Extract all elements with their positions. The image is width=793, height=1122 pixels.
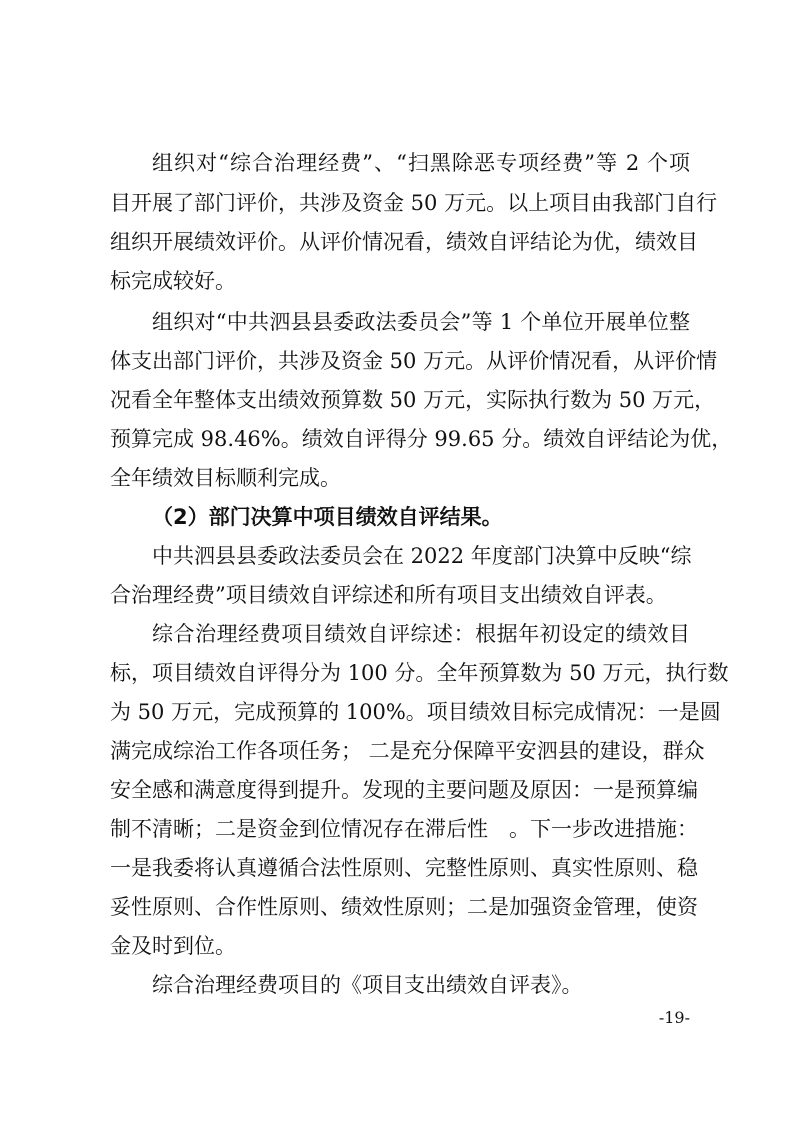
text-line: 满完成综治工作各项任务； 二是充分保障平安泗县的建设，群众 — [110, 739, 705, 763]
text-line: 标完成较好。 — [110, 269, 236, 293]
text-line: 组织对“综合治理经费”、“扫黑除恶专项经费”等 2 个项 — [152, 151, 690, 175]
text-line: 组织开展绩效评价。从评价情况看，绩效自评结论为优，绩效目 — [110, 230, 698, 254]
text-line: 制不清晰；二是资金到位情况存在滞后性 。下一步改进措施： — [110, 817, 698, 841]
text-line: 安全感和满意度得到提升。发现的主要问题及原因：一是预算编 — [110, 778, 698, 802]
text-line: 为 50 万元，完成预算的 100%。项目绩效目标完成情况：一是圆 — [110, 700, 721, 724]
text-line: 目开展了部门评价，共涉及资金 50 万元。以上项目由我部门自行 — [110, 191, 718, 215]
text-line: 况看全年整体支出绩效预算数 50 万元，实际执行数为 50 万元， — [110, 388, 716, 412]
text-line: 综合治理经费项目绩效自评综述：根据年初设定的绩效目 — [152, 622, 690, 646]
text-line: 体支出部门评价，共涉及资金 50 万元。从评价情况看，从评价情 — [110, 349, 718, 373]
text-line: 全年绩效目标顺利完成。 — [110, 466, 341, 490]
text-line: 标，项目绩效自评得分为 100 分。全年预算数为 50 万元，执行数 — [110, 661, 729, 685]
page-number: -19- — [658, 1008, 690, 1027]
text-line: 一是我委将认真遵循合法性原则、完整性原则、真实性原则、稳 — [110, 856, 698, 880]
text-line: 中共泗县县委政法委员会在 2022 年度部门决算中反映“综 — [152, 544, 692, 568]
text-line: 综合治理经费项目的《项目支出绩效自评表》。 — [152, 973, 583, 997]
text-line: 组织对“中共泗县县委政法委员会”等 1 个单位开展单位整 — [152, 310, 690, 334]
text-line: 合治理经费”项目绩效自评综述和所有项目支出绩效自评表。 — [110, 583, 667, 607]
text-line: 妥性原则、合作性原则、绩效性原则；二是加强资金管理，使资 — [110, 895, 698, 919]
text-line: 预算完成 98.46%。绩效自评得分 99.65 分。绩效自评结论为优， — [110, 427, 733, 451]
text-line: 金及时到位。 — [110, 934, 236, 958]
section-heading-text: （2）部门决算中项目绩效自评结果。 — [152, 505, 503, 529]
